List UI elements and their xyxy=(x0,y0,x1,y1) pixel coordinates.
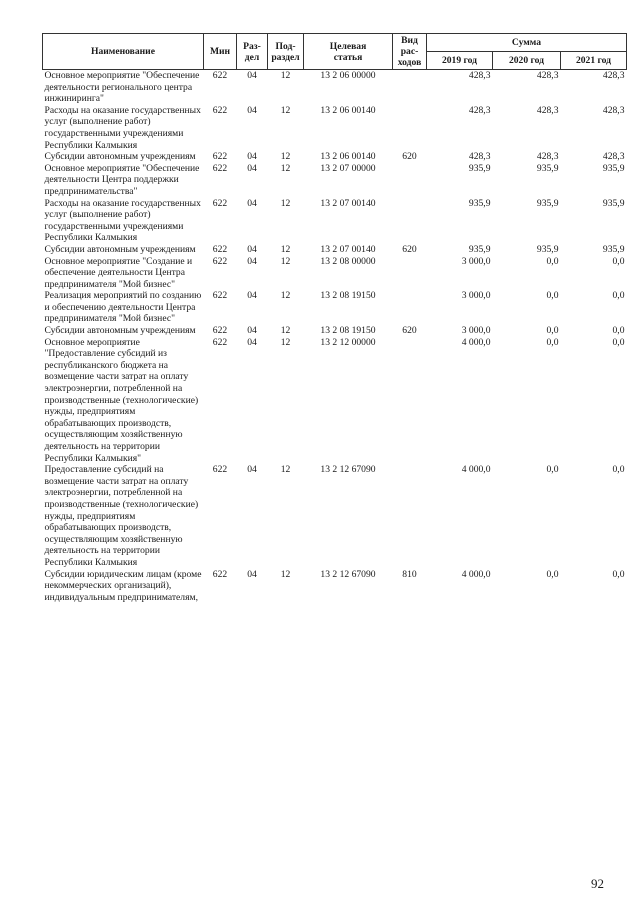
cell-vid-rashodov: 620 xyxy=(402,325,417,337)
cell-podrazdel: 12 xyxy=(280,568,291,580)
cell-name: Субсидии юридическим лицам (кроме некоммерческих организаций), индивидуальным предпринимателям, xyxy=(44,568,202,603)
cell-podrazdel: 12 xyxy=(280,70,291,81)
cell-podrazdel: 12 xyxy=(280,151,291,163)
cell-podrazdel: 12 xyxy=(280,162,291,174)
table-row xyxy=(43,256,627,291)
cell-vid-rashodov xyxy=(393,256,427,291)
cell-podrazdel: 12 xyxy=(280,104,291,116)
header-vid-rashodov: Вид рас- ходов xyxy=(393,34,427,70)
cell-sum-2019: 428,3 xyxy=(468,151,491,163)
cell-sum-2019: 3 000,0 xyxy=(461,325,491,337)
cell-razdel: 04 xyxy=(247,70,257,81)
cell-celevaya-statya: 13 2 12 00000 xyxy=(320,336,376,348)
cell-sum-2020: 428,3 xyxy=(536,104,559,116)
cell-sum-2020: 0,0 xyxy=(546,255,559,267)
cell-celevaya-statya: 13 2 07 00140 xyxy=(320,243,376,255)
cell-podrazdel: 12 xyxy=(280,290,291,302)
cell-vid-rashodov xyxy=(393,70,427,105)
cell-name: Основное мероприятие "Предоставление субсидий из республиканского бюджета на возмещение части затрат на оплату электроэнергии, потребленной на производственные (технологические) нужды, предприятиям обрабатывающих производств, осуществляющим хозяйственную деятельность на территории Республики Калмыкия" xyxy=(44,336,199,464)
cell-sum-2020: 935,9 xyxy=(536,197,559,209)
cell-razdel: 04 xyxy=(247,325,257,337)
cell-sum-2020: 0,0 xyxy=(546,290,559,302)
cell-name: Предоставление субсидий на возмещение части затрат на оплату электроэнергии, потребленной на производственные (технологические) нужды, предприятиям обрабатывающих производств, осуществляющим хозяйственную деятельность на территории Республики Калмыкия xyxy=(44,464,199,568)
cell-name: Реализация мероприятий по созданию и обеспечению деятельности Центра предпринимателя "Мой бизнес" xyxy=(44,290,202,325)
cell-vid-rashodov: 810 xyxy=(402,568,417,580)
table-row xyxy=(43,163,627,198)
cell-min: 622 xyxy=(212,255,228,267)
cell-sum-2021: 0,0 xyxy=(612,290,625,302)
cell-celevaya-statya: 13 2 08 00000 xyxy=(320,255,376,267)
cell-sum-2019: 428,3 xyxy=(468,104,491,116)
cell-celevaya-statya: 13 2 12 67090 xyxy=(320,464,376,476)
cell-sum-2021: 428,3 xyxy=(602,151,625,163)
cell-min: 622 xyxy=(212,104,228,116)
cell-celevaya-statya: 13 2 12 67090 xyxy=(320,568,376,580)
table-header xyxy=(43,34,627,70)
cell-sum-2021: 0,0 xyxy=(612,568,625,580)
cell-vid-rashodov: 620 xyxy=(402,243,417,255)
cell-vid-rashodov: 620 xyxy=(402,151,417,163)
cell-podrazdel: 12 xyxy=(280,464,291,476)
cell-sum-2020: 0,0 xyxy=(546,325,559,337)
cell-podrazdel: 12 xyxy=(280,243,291,255)
cell-celevaya-statya: 13 2 07 00140 xyxy=(320,197,376,209)
cell-sum-2021: 935,9 xyxy=(602,162,625,174)
cell-sum-2020: 935,9 xyxy=(536,243,559,255)
cell-sum-2021: 428,3 xyxy=(602,70,625,81)
cell-sum-2019: 4 000,0 xyxy=(461,464,491,476)
table-row xyxy=(43,198,627,244)
cell-razdel: 04 xyxy=(247,336,257,348)
cell-celevaya-statya: 13 2 06 00000 xyxy=(320,70,376,81)
cell-min: 622 xyxy=(212,568,228,580)
cell-razdel: 04 xyxy=(247,162,257,174)
cell-sum-2021: 935,9 xyxy=(602,243,625,255)
cell-sum-2021: 428,3 xyxy=(602,104,625,116)
cell-sum-2020: 0,0 xyxy=(546,336,559,348)
cell-min: 622 xyxy=(212,464,228,476)
header-2020: 2020 год xyxy=(493,52,561,70)
cell-vid-rashodov xyxy=(393,163,427,198)
cell-razdel: 04 xyxy=(247,290,257,302)
cell-celevaya-statya: 13 2 08 19150 xyxy=(320,290,376,302)
cell-celevaya-statya: 13 2 08 19150 xyxy=(320,325,376,337)
table-row xyxy=(43,70,627,105)
cell-name: Основное мероприятие "Обеспечение деятельности регионального центра инжиниринга" xyxy=(44,70,200,105)
cell-vid-rashodov xyxy=(393,290,427,325)
cell-min: 622 xyxy=(212,162,228,174)
cell-sum-2021: 0,0 xyxy=(612,325,625,337)
table-body xyxy=(43,70,627,604)
header-summa: Сумма xyxy=(427,34,627,52)
cell-min: 622 xyxy=(212,151,228,163)
cell-min: 622 xyxy=(212,290,228,302)
cell-min: 622 xyxy=(212,243,228,255)
cell-name: Основное мероприятие "Обеспечение деятельности Центра поддержки предпринимательства" xyxy=(44,162,200,197)
cell-vid-rashodov xyxy=(393,198,427,244)
cell-celevaya-statya: 13 2 06 00140 xyxy=(320,104,376,116)
cell-vid-rashodov xyxy=(393,105,427,151)
cell-name: Расходы на оказание государственных услуг (выполнение работ) государственными учреждениями Республики Калмыкия xyxy=(44,104,201,151)
header-celevaya-statya: Целевая статья xyxy=(304,34,393,70)
cell-razdel: 04 xyxy=(247,197,257,209)
cell-name: Субсидии автономным учреждениям xyxy=(44,151,196,163)
table-row xyxy=(43,244,627,256)
cell-vid-rashodov xyxy=(393,464,427,568)
cell-name: Расходы на оказание государственных услуг (выполнение работ) государственными учреждениями Республики Калмыкия xyxy=(44,197,201,244)
cell-sum-2020: 0,0 xyxy=(546,568,559,580)
cell-name: Основное мероприятие "Создание и обеспечение деятельности Центра предпринимателя "Мой бизнес" xyxy=(44,255,193,290)
cell-celevaya-statya: 13 2 07 00000 xyxy=(320,162,376,174)
budget-table xyxy=(42,33,627,603)
cell-min: 622 xyxy=(212,197,228,209)
cell-podrazdel: 12 xyxy=(280,336,291,348)
cell-sum-2019: 935,9 xyxy=(468,197,491,209)
header-razdel: Раз- дел xyxy=(237,34,268,70)
cell-name: Субсидии автономным учреждениям xyxy=(44,243,196,255)
table-row xyxy=(43,464,627,568)
cell-sum-2019: 935,9 xyxy=(468,243,491,255)
cell-razdel: 04 xyxy=(247,568,257,580)
cell-razdel: 04 xyxy=(247,464,257,476)
cell-sum-2019: 428,3 xyxy=(468,70,491,81)
cell-name: Субсидии автономным учреждениям xyxy=(44,325,196,337)
cell-min: 622 xyxy=(212,336,228,348)
cell-min: 622 xyxy=(212,325,228,337)
cell-min: 622 xyxy=(212,70,228,81)
table-row xyxy=(43,337,627,465)
table-row xyxy=(43,105,627,151)
header-2021: 2021 год xyxy=(561,52,627,70)
cell-sum-2019: 935,9 xyxy=(468,162,491,174)
cell-sum-2020: 428,3 xyxy=(536,151,559,163)
cell-sum-2021: 0,0 xyxy=(612,464,625,476)
cell-podrazdel: 12 xyxy=(280,325,291,337)
cell-sum-2020: 428,3 xyxy=(536,70,559,81)
header-name: Наименование xyxy=(43,34,204,70)
header-min: Мин xyxy=(204,34,237,70)
table-row xyxy=(43,325,627,337)
cell-razdel: 04 xyxy=(247,104,257,116)
cell-sum-2019: 3 000,0 xyxy=(461,290,491,302)
cell-sum-2019: 3 000,0 xyxy=(461,255,491,267)
cell-razdel: 04 xyxy=(247,243,257,255)
cell-sum-2021: 935,9 xyxy=(602,197,625,209)
cell-sum-2019: 4 000,0 xyxy=(461,568,491,580)
header-podrazdel: Под- раздел xyxy=(268,34,304,70)
cell-razdel: 04 xyxy=(247,151,257,163)
page-number: 92 xyxy=(591,876,604,891)
table-row xyxy=(43,569,627,604)
cell-razdel: 04 xyxy=(247,255,257,267)
cell-sum-2021: 0,0 xyxy=(612,255,625,267)
cell-vid-rashodov xyxy=(393,337,427,465)
cell-sum-2019: 4 000,0 xyxy=(461,336,491,348)
cell-sum-2020: 935,9 xyxy=(536,162,559,174)
table-row xyxy=(43,151,627,163)
cell-podrazdel: 12 xyxy=(280,197,291,209)
cell-sum-2020: 0,0 xyxy=(546,464,559,476)
cell-celevaya-statya: 13 2 06 00140 xyxy=(320,151,376,163)
cell-sum-2021: 0,0 xyxy=(612,336,625,348)
table-row xyxy=(43,290,627,325)
header-2019: 2019 год xyxy=(427,52,493,70)
cell-podrazdel: 12 xyxy=(280,255,291,267)
